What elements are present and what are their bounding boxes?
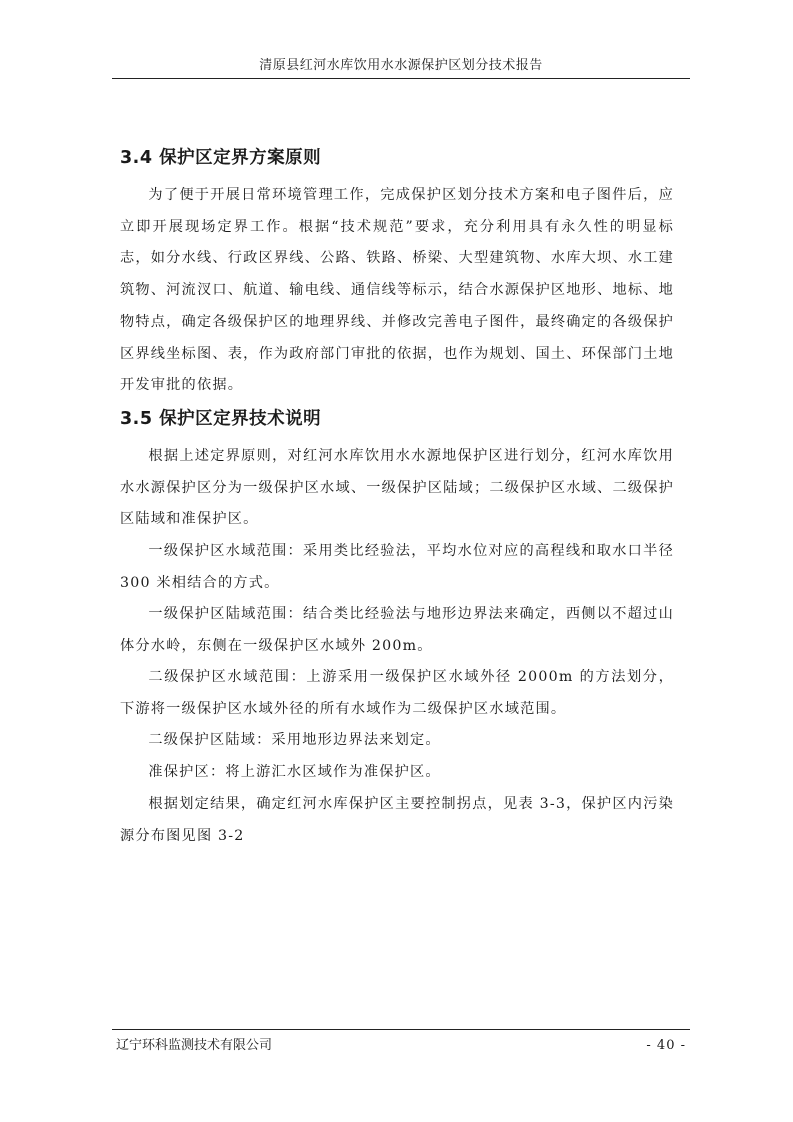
paragraph: 二级保护区陆域：采用地形边界法来划定。 (148, 732, 441, 748)
page-header (112, 56, 690, 79)
header-title: 清原县红河水库饮用水水源保护区划分技术报告 (259, 58, 543, 73)
page-number: - 40 - (646, 1038, 686, 1053)
page-footer (112, 1029, 690, 1058)
paragraph: 准保护区：将上游汇水区域作为准保护区。 (148, 764, 441, 780)
paragraph: 一级保护区陆域范围：结合类比经验法与地形边界法来确定，西侧以不超过山体分水岭，东侧在一级保护区水域外 200m。 (120, 606, 674, 654)
paragraph: 二级保护区水域范围：上游采用一级保护区水域外径 2000m 的方法划分，下游将一级保护区水域外径的所有水域作为二级保护区水域范围。 (120, 669, 674, 717)
section-heading-3-4: 3.4 保护区定界方案原则 (120, 148, 322, 168)
footer-company: 辽宁环科监测技术有限公司 (116, 1038, 273, 1053)
section-heading-3-5: 3.5 保护区定界技术说明 (120, 409, 322, 429)
paragraph: 一级保护区水域范围：采用类比经验法，平均水位对应的高程线和取水口半径 300 米相结合的方式。 (120, 543, 674, 591)
paragraph: 根据上述定界原则，对红河水库饮用水水源地保护区进行划分，红河水库饮用水水源保护区分为一级保护区水域、一级保护区陆域；二级保护区水域、二级保护区陆域和准保护区。 (120, 448, 674, 528)
paragraph: 根据划定结果，确定红河水库保护区主要控制拐点，见表 3-3，保护区内污染源分布图见图 3-2 (120, 796, 674, 844)
paragraph: 为了便于开展日常环境管理工作，完成保护区划分技术方案和电子图件后，应立即开展现场定界工作。根据“技术规范”要求，充分利用具有永久性的明显标志，如分水线、行政区界线、公路、铁路、桥梁、大型建筑物、水库大坝、水工建筑物、河流汊口、航道、输电线、通信线等标示，结合水源保护区地形、地标、地物特点，确定各级保护区的地理界线、并修改完善电子图件，最终确定的各级保护区界线坐标图、表，作为政府部门审批的依据，也作为规划、国土、环保部门土地开发审批的依据。 (120, 187, 674, 394)
